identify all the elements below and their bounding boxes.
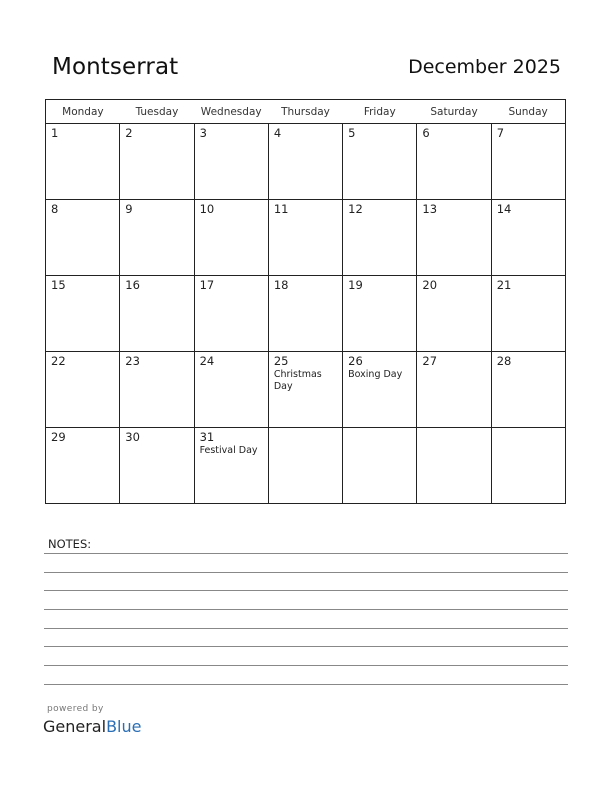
- day-number: 30: [125, 430, 140, 444]
- day-cell: [343, 200, 417, 276]
- note-line: [44, 590, 568, 591]
- day-number: 19: [348, 278, 363, 292]
- day-number: 12: [348, 202, 363, 216]
- day-cell: [120, 124, 194, 200]
- day-cell: [120, 428, 194, 504]
- day-cell: [343, 276, 417, 352]
- weekday-header: Monday: [46, 100, 120, 124]
- day-number: 4: [273, 126, 282, 140]
- day-cell: [491, 200, 565, 276]
- day-cell: [268, 200, 342, 276]
- day-number: 23: [125, 354, 140, 368]
- calendar-grid: [45, 99, 566, 504]
- day-cell: [343, 352, 417, 428]
- weekday-header: Thursday: [268, 100, 342, 124]
- day-number: 10: [199, 202, 215, 216]
- day-number: 14: [496, 202, 512, 216]
- weekday-header-row: [46, 100, 566, 124]
- country-title: Montserrat: [52, 54, 179, 80]
- day-number: 21: [496, 278, 512, 292]
- note-line: [44, 609, 568, 610]
- note-line: [44, 572, 568, 573]
- day-number: 28: [496, 354, 512, 368]
- day-cell: [417, 428, 491, 504]
- day-number: 13: [422, 202, 438, 216]
- holiday-label: Festival Day: [199, 445, 258, 456]
- day-number: 1: [51, 126, 59, 140]
- day-number: 20: [422, 278, 438, 292]
- day-cell: [46, 428, 120, 504]
- day-cell: [268, 352, 342, 428]
- day-number: 18: [273, 278, 289, 292]
- holiday-label: Christmas Day: [273, 369, 322, 392]
- note-line: [44, 628, 568, 629]
- week-row: [46, 276, 566, 352]
- day-cell: [194, 124, 268, 200]
- day-number: 24: [199, 354, 215, 368]
- day-number: 6: [422, 126, 430, 140]
- powered-by-text: powered by: [47, 704, 104, 714]
- day-cell: [120, 352, 194, 428]
- day-cell: [491, 352, 565, 428]
- note-line: [44, 646, 568, 647]
- weekday-header: Tuesday: [120, 100, 194, 124]
- day-cell: [46, 200, 120, 276]
- day-cell: [343, 124, 417, 200]
- note-line: [44, 665, 568, 666]
- day-cell: [268, 428, 342, 504]
- day-number: 27: [422, 354, 438, 368]
- day-number: 15: [51, 278, 66, 292]
- day-number: 7: [496, 126, 505, 140]
- day-number: 16: [125, 278, 140, 292]
- day-number: 31: [199, 430, 215, 444]
- day-number: 29: [51, 430, 66, 444]
- brand-general: General: [43, 717, 107, 736]
- day-cell: [343, 428, 417, 504]
- day-number: 11: [273, 202, 289, 216]
- day-number: 17: [199, 278, 215, 292]
- day-number: 8: [51, 202, 59, 216]
- day-number: 2: [125, 126, 133, 140]
- day-cell: [46, 276, 120, 352]
- day-number: 9: [125, 202, 133, 216]
- day-cell: [194, 352, 268, 428]
- day-cell: [268, 124, 342, 200]
- day-number: 22: [51, 354, 66, 368]
- day-cell: [46, 124, 120, 200]
- day-number: 3: [199, 126, 207, 140]
- day-cell: [417, 352, 491, 428]
- weekday-header: Sunday: [491, 100, 565, 124]
- weekday-header: Saturday: [417, 100, 491, 124]
- day-cell: [194, 428, 268, 504]
- day-cell: [194, 276, 268, 352]
- note-line: [44, 684, 568, 685]
- day-cell: [417, 124, 491, 200]
- day-cell: [268, 276, 342, 352]
- day-number: 25: [273, 354, 289, 368]
- day-cell: [417, 200, 491, 276]
- day-cell: [491, 428, 565, 504]
- day-number: 5: [348, 126, 356, 140]
- day-number: 26: [348, 354, 363, 368]
- month-year-title: December 2025: [408, 56, 561, 78]
- day-cell: [46, 352, 120, 428]
- day-cell: [491, 276, 565, 352]
- weekday-header: Wednesday: [194, 100, 268, 124]
- brand-blue: Blue: [106, 717, 142, 736]
- week-row: [46, 428, 566, 504]
- day-cell: [194, 200, 268, 276]
- weekday-header: Friday: [343, 100, 417, 124]
- day-cell: [120, 276, 194, 352]
- note-line: [44, 553, 568, 554]
- day-cell: [491, 124, 565, 200]
- notes-label: NOTES:: [48, 537, 92, 551]
- holiday-label: Boxing Day: [348, 369, 403, 380]
- week-row: [46, 124, 566, 200]
- week-row: [46, 200, 566, 276]
- brand-logo: [43, 717, 141, 736]
- day-cell: [120, 200, 194, 276]
- week-row: [46, 352, 566, 428]
- day-cell: [417, 276, 491, 352]
